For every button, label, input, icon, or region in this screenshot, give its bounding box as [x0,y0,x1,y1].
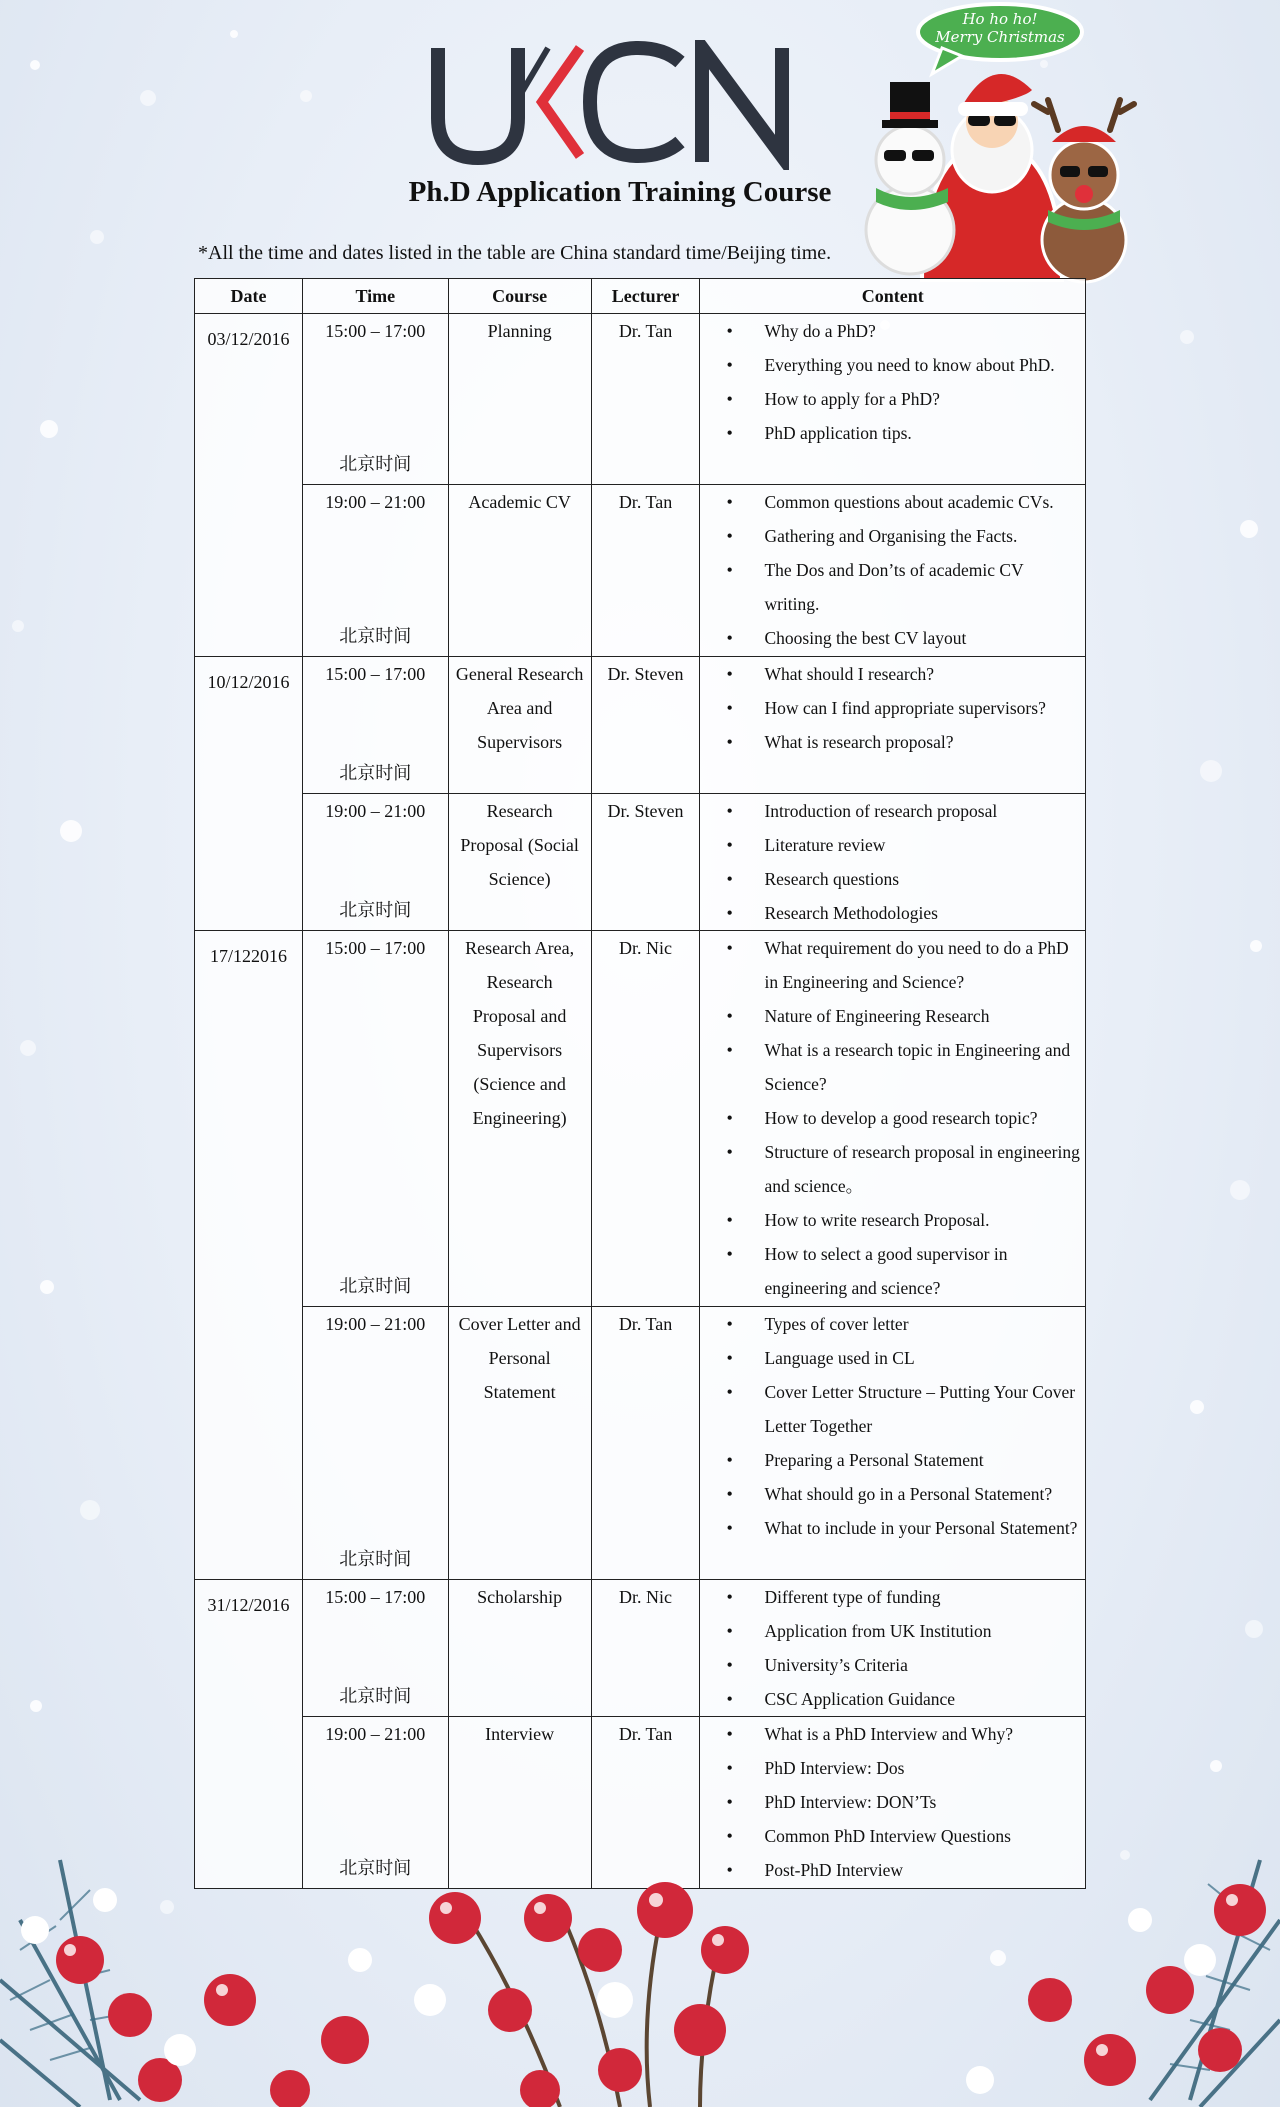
content-cell [700,314,1086,485]
content-item: • How to develop a good research topic? [726,1101,1081,1135]
snowflake [1240,520,1258,538]
content-item: • How to apply for a PhD? [726,382,1081,416]
content-item: • Common questions about academic CVs. [726,485,1081,519]
timezone-note: *All the time and dates listed in the table are China standard time/Beijing time. [198,242,832,264]
content-item: • Nature of Engineering Research [726,999,1081,1033]
content-item: • What is a PhD Interview and Why? [726,1717,1081,1751]
content-item: • Everything you need to know about PhD. [726,348,1081,382]
table-header-row [195,279,1086,314]
course-cell: Interview [448,1717,591,1889]
column-header-course: Course [448,279,591,314]
time-range: 19:00 – 21:00 [325,492,426,512]
time-cell [302,1580,448,1717]
content-cell [700,1580,1086,1717]
snowflake [12,620,24,632]
snowflake [20,1040,36,1056]
content-item: • What requirement do you need to do a PhD in Engineering and Science? [726,931,1081,999]
content-item: • Common PhD Interview Questions [726,1819,1081,1853]
greeting-line-2: Merry Christmas [935,28,1065,46]
beijing-time-label: 北京时间 [339,1858,412,1879]
content-list [726,931,1081,1305]
time-range: 19:00 – 21:00 [325,801,426,821]
course-cell: Cover Letter and Personal Statement [448,1307,591,1580]
date-cell: 31/12/2016 [195,1580,303,1889]
snowflake [1230,1180,1250,1200]
greeting-line-1: Ho ho ho! [962,10,1038,28]
content-item: • Literature review [726,828,1081,862]
beijing-time-label: 北京时间 [339,1549,412,1570]
content-item: • How to write research Proposal. [726,1203,1081,1237]
content-list [726,314,1081,450]
course-cell: Research Proposal (Social Science) [448,794,591,931]
time-range: 15:00 – 17:00 [325,664,426,684]
course-cell: Planning [448,314,591,485]
table-row [195,657,1086,794]
date-cell: 17/122016 [195,931,303,1580]
lecturer-cell: Dr. Tan [591,1307,700,1580]
snowflake [1210,1760,1222,1772]
time-cell [302,794,448,931]
lecturer-cell: Dr. Nic [591,1580,700,1717]
date-cell: 03/12/2016 [195,314,303,657]
time-range: 15:00 – 17:00 [325,938,426,958]
time-cell [302,485,448,657]
time-cell [302,931,448,1307]
content-item: • Application from UK Institution [726,1614,1081,1648]
snowflake [80,1500,100,1520]
date-cell: 10/12/2016 [195,657,303,931]
column-header-date: Date [195,279,303,314]
time-range: 15:00 – 17:00 [325,1587,426,1607]
content-item: • Structure of research proposal in engineering and science。 [726,1135,1081,1203]
snowflake [1190,1400,1204,1414]
speech-bubble-icon [918,4,1082,74]
header [0,0,1280,280]
snowflake [1245,1620,1263,1638]
content-item: • What to include in your Personal Statement? [726,1511,1081,1545]
table-row [195,485,1086,657]
snowflake [1200,760,1222,782]
content-item: • Why do a PhD? [726,314,1081,348]
page-title: Ph.D Application Training Course [408,176,832,208]
content-list [726,1307,1081,1545]
content-item: • University’s Criteria [726,1648,1081,1682]
content-cell [700,485,1086,657]
course-cell: General Research Area and Supervisors [448,657,591,794]
schedule-table [194,278,1086,1889]
snowflake [1250,940,1262,952]
lecturer-cell: Dr. Tan [591,1717,700,1889]
content-item: • Different type of funding [726,1580,1081,1614]
content-cell [700,657,1086,794]
content-item: • Research questions [726,862,1081,896]
beijing-time-label: 北京时间 [339,1686,412,1707]
content-cell [700,931,1086,1307]
time-range: 15:00 – 17:00 [325,321,426,341]
time-cell [302,657,448,794]
ukcn-logo [430,40,800,170]
content-item: • Post-PhD Interview [726,1853,1081,1887]
course-cell: Scholarship [448,1580,591,1717]
beijing-time-label: 北京时间 [339,763,412,784]
content-item: • How can I find appropriate supervisors? [726,691,1081,725]
table-row [195,314,1086,485]
content-item: • PhD Interview: Dos [726,1751,1081,1785]
content-item: • Language used in CL [726,1341,1081,1375]
course-cell: Academic CV [448,485,591,657]
content-list [726,794,1081,930]
content-item: • PhD application tips. [726,416,1081,450]
content-item: • Types of cover letter [726,1307,1081,1341]
content-item: • PhD Interview: DON’Ts [726,1785,1081,1819]
content-item: • What is research proposal? [726,725,1081,759]
content-item: • What should I research? [726,657,1081,691]
content-item: • Choosing the best CV layout [726,621,1081,655]
column-header-lecturer: Lecturer [591,279,700,314]
column-header-time: Time [302,279,448,314]
lecturer-cell: Dr. Tan [591,314,700,485]
lecturer-cell: Dr. Tan [591,485,700,657]
table-row [195,1307,1086,1580]
table-row [195,931,1086,1307]
content-item: • Preparing a Personal Statement [726,1443,1081,1477]
content-item: • CSC Application Guidance [726,1682,1081,1716]
beijing-time-label: 北京时间 [339,1276,412,1297]
content-list [726,1580,1081,1716]
content-item: • The Dos and Don’ts of academic CV writing. [726,553,1081,621]
time-cell [302,1307,448,1580]
christmas-characters-illustration [862,0,1152,290]
holly-berries-decoration [0,1800,1280,2107]
column-header-content: Content [700,279,1086,314]
lecturer-cell: Dr. Nic [591,931,700,1307]
content-list [726,485,1081,655]
snowflake [30,1700,42,1712]
snowflake [40,420,58,438]
content-cell [700,794,1086,931]
lecturer-cell: Dr. Steven [591,657,700,794]
content-list [726,657,1081,759]
time-range: 19:00 – 21:00 [325,1724,426,1744]
content-item: • What should go in a Personal Statement? [726,1477,1081,1511]
snowflake [1180,330,1194,344]
beijing-time-label: 北京时间 [339,626,412,647]
time-cell [302,314,448,485]
course-cell: Research Area, Research Proposal and Supervisors (Science and Engineering) [448,931,591,1307]
beijing-time-label: 北京时间 [339,900,412,921]
content-item: • How to select a good supervisor in engineering and science? [726,1237,1081,1305]
content-item: • Research Methodologies [726,896,1081,930]
lecturer-cell: Dr. Steven [591,794,700,931]
content-cell [700,1307,1086,1580]
content-item: • Cover Letter Structure – Putting Your Cover Letter Together [726,1375,1081,1443]
content-item: • Introduction of research proposal [726,794,1081,828]
beijing-time-label: 北京时间 [339,454,412,475]
content-item: • Gathering and Organising the Facts. [726,519,1081,553]
content-item: • What is a research topic in Engineering and Science? [726,1033,1081,1101]
snowflake [40,1280,54,1294]
time-range: 19:00 – 21:00 [325,1314,426,1334]
snowflake [60,820,82,842]
table-row [195,794,1086,931]
table-row [195,1580,1086,1717]
